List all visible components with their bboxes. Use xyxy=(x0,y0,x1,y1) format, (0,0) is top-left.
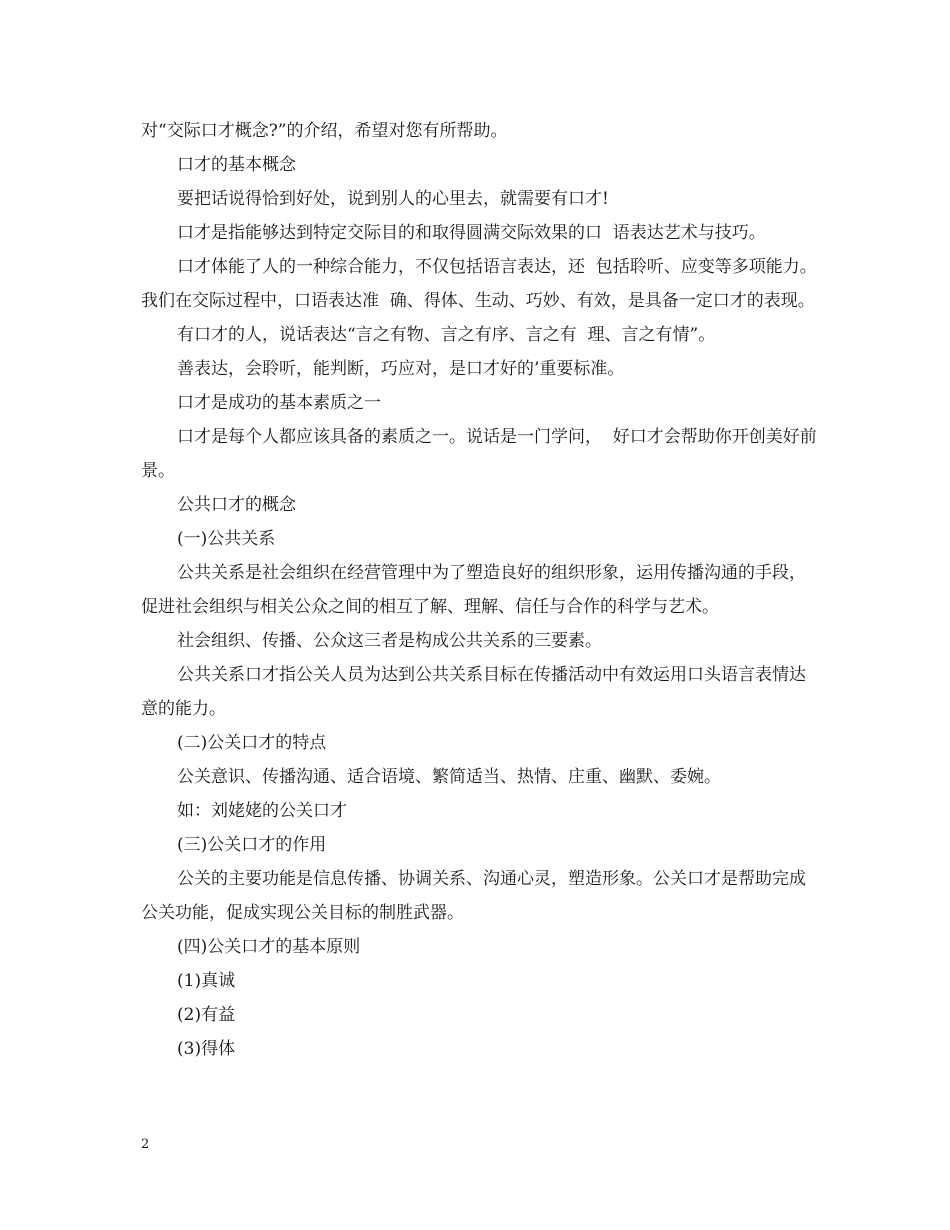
paragraph: 社会组织、传播、公众这三者是构成公共关系的三要素。 xyxy=(177,631,602,651)
paragraph: 口才是指能够达到特定交际目的和取得圆满交际效果的口 语表达艺术与技巧。 xyxy=(177,223,766,243)
list-item: (1)真诚 xyxy=(177,971,236,991)
paragraph: 善表达，会聆听，能判断，巧应对，是口才好的’重要标准。 xyxy=(177,359,625,379)
paragraph: 公共关系是社会组织在经营管理中为了塑造良好的组织形象，运用传播沟通的手段，促进社会组织与相关公众之间的相互了解、理解、信任与合作的科学与艺术。 xyxy=(141,563,806,617)
document-body xyxy=(141,114,821,1066)
page-number: 2 xyxy=(141,1137,150,1152)
list-item: (2)有益 xyxy=(177,1005,236,1025)
paragraph: 口才是每个人都应该具备的素质之一。说话是一门学问， 好口才会帮助你开创美好前景。 xyxy=(141,427,817,481)
heading-pr-eloquence-principles: (四)公关口才的基本原则 xyxy=(177,937,361,957)
paragraph: 公关的主要功能是信息传播、协调关系、沟通心灵，塑造形象。公关口才是帮助完成公关功能，促成实现公关目标的制胜武器。 xyxy=(141,869,806,923)
list-item: (3)得体 xyxy=(177,1039,236,1059)
heading-public-eloquence-concept: 公共口才的概念 xyxy=(177,495,296,515)
heading-eloquence-basic-concept: 口才的基本概念 xyxy=(177,155,296,175)
paragraph: 有口才的人，说话表达“言之有物、言之有序、言之有 理、言之有情”。 xyxy=(177,325,716,345)
heading-eloquence-success-quality: 口才是成功的基本素质之一 xyxy=(177,393,381,413)
paragraph: 要把话说得恰到好处，说到别人的心里去，就需要有口才! xyxy=(177,189,609,209)
heading-pr-eloquence-features: (二)公关口才的特点 xyxy=(177,733,327,753)
paragraph: 口才体能了人的一种综合能力，不仅包括语言表达，还 包括聆听、应变等多项能力。我们在交际过程中，口语表达准 确、得体、生动、巧妙、有效，是具备一定口才的表现。 xyxy=(141,257,817,311)
heading-pr-eloquence-role: (三)公关口才的作用 xyxy=(177,835,327,855)
paragraph: 公共关系口才指公关人员为达到公共关系目标在传播活动中有效运用口头语言表情达意的能力。 xyxy=(141,665,806,719)
paragraph: 公关意识、传播沟通、适合语境、繁简适当、热情、庄重、幽默、委婉。 xyxy=(177,767,721,787)
paragraph-intro: 对“交际口才概念?”的介绍，希望对您有所帮助。 xyxy=(141,121,508,141)
paragraph: 如：刘姥姥的公关口才 xyxy=(177,801,347,821)
heading-public-relations: (一)公共关系 xyxy=(177,529,276,549)
